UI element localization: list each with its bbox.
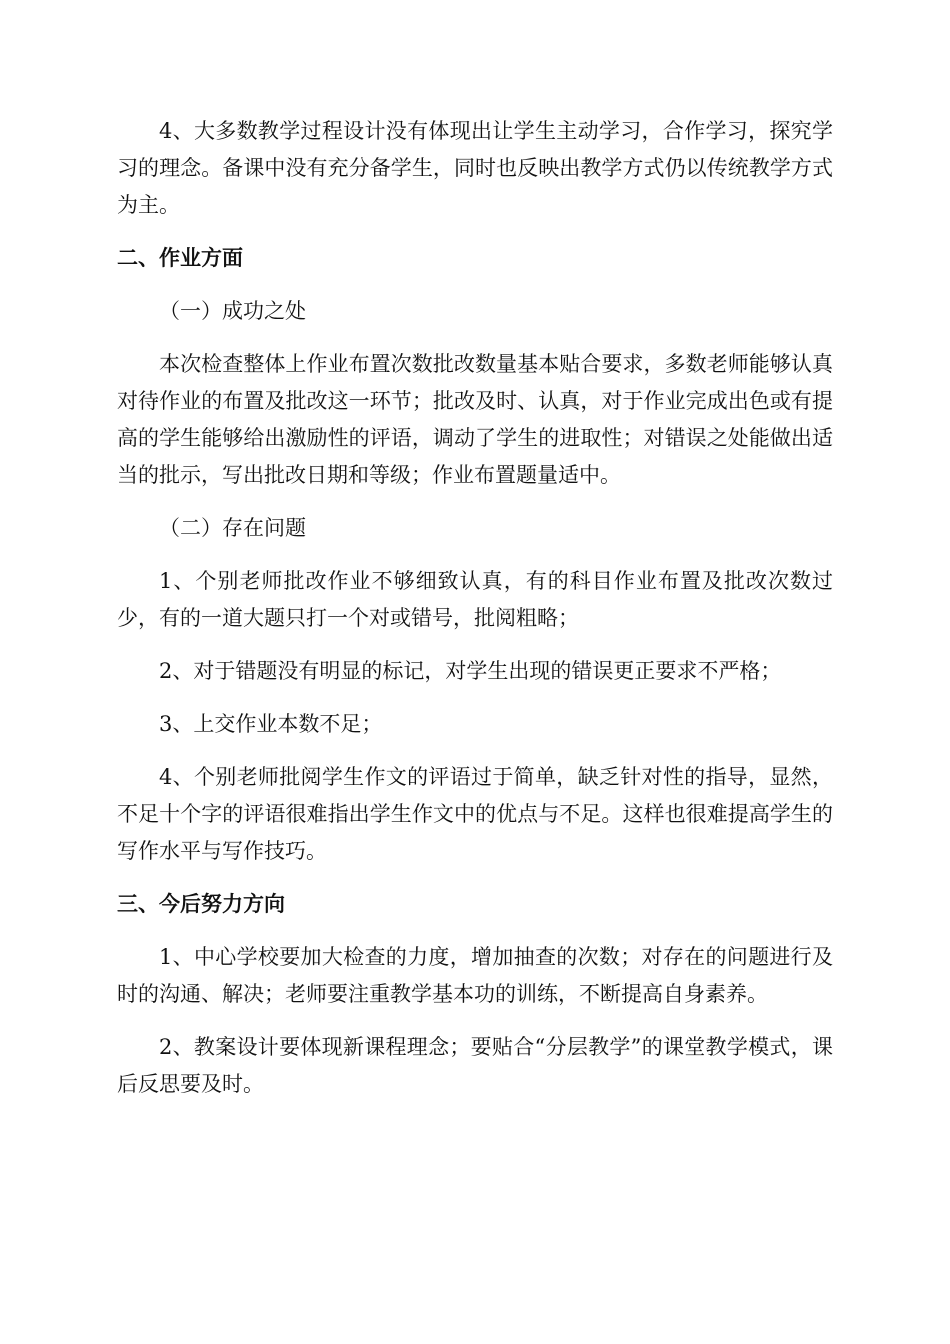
section-heading-homework: 二、作业方面 (117, 246, 243, 270)
paragraph-direction-2: 2、教案设计要体现新课程理念；要贴合“分层教学”的课堂教学模式，课后反思要及时。 (117, 1035, 833, 1096)
paragraph-problem-2: 2、对于错题没有明显的标记，对学生出现的错误更正要求不严格； (159, 659, 782, 683)
paragraph-successes-summary: 本次检查整体上作业布置次数批改数量基本贴合要求，多数老师能够认真对待作业的布置及批改这一环节；批改及时、认真，对于作业完成出色或有提高的学生能够给出激励性的评语，调动了学生的进取性；对错误之处能做出适当的批示，写出批改日期和等级；作业布置题量适中。 (117, 352, 833, 487)
section-heading-future-direction: 三、今后努力方向 (117, 892, 285, 916)
subheading-problems: （二）存在问题 (159, 516, 306, 540)
paragraph-problem-3: 3、上交作业本数不足； (159, 712, 383, 736)
paragraph-problem-4: 4、个别老师批阅学生作文的评语过于简单，缺乏针对性的指导，显然，不足十个字的评语很难指出学生作文中的优点与不足。这样也很难提高学生的写作水平与写作技巧。 (117, 765, 833, 863)
paragraph-problem-1: 1、个别老师批改作业不够细致认真，有的科目作业布置及批改次数过少，有的一道大题只打一个对或错号，批阅粗略； (117, 569, 833, 630)
paragraph-point-4-lesson-design: 4、大多数教学过程设计没有体现出让学生主动学习，合作学习，探究学习的理念。备课中没有充分备学生，同时也反映出教学方式仍以传统教学方式为主。 (117, 119, 833, 217)
subheading-successes: （一）成功之处 (159, 299, 306, 323)
document-body (117, 113, 833, 1119)
paragraph-direction-1: 1、中心学校要加大检查的力度，增加抽查的次数；对存在的问题进行及时的沟通、解决；老师要注重教学基本功的训练，不断提高自身素养。 (117, 945, 833, 1006)
